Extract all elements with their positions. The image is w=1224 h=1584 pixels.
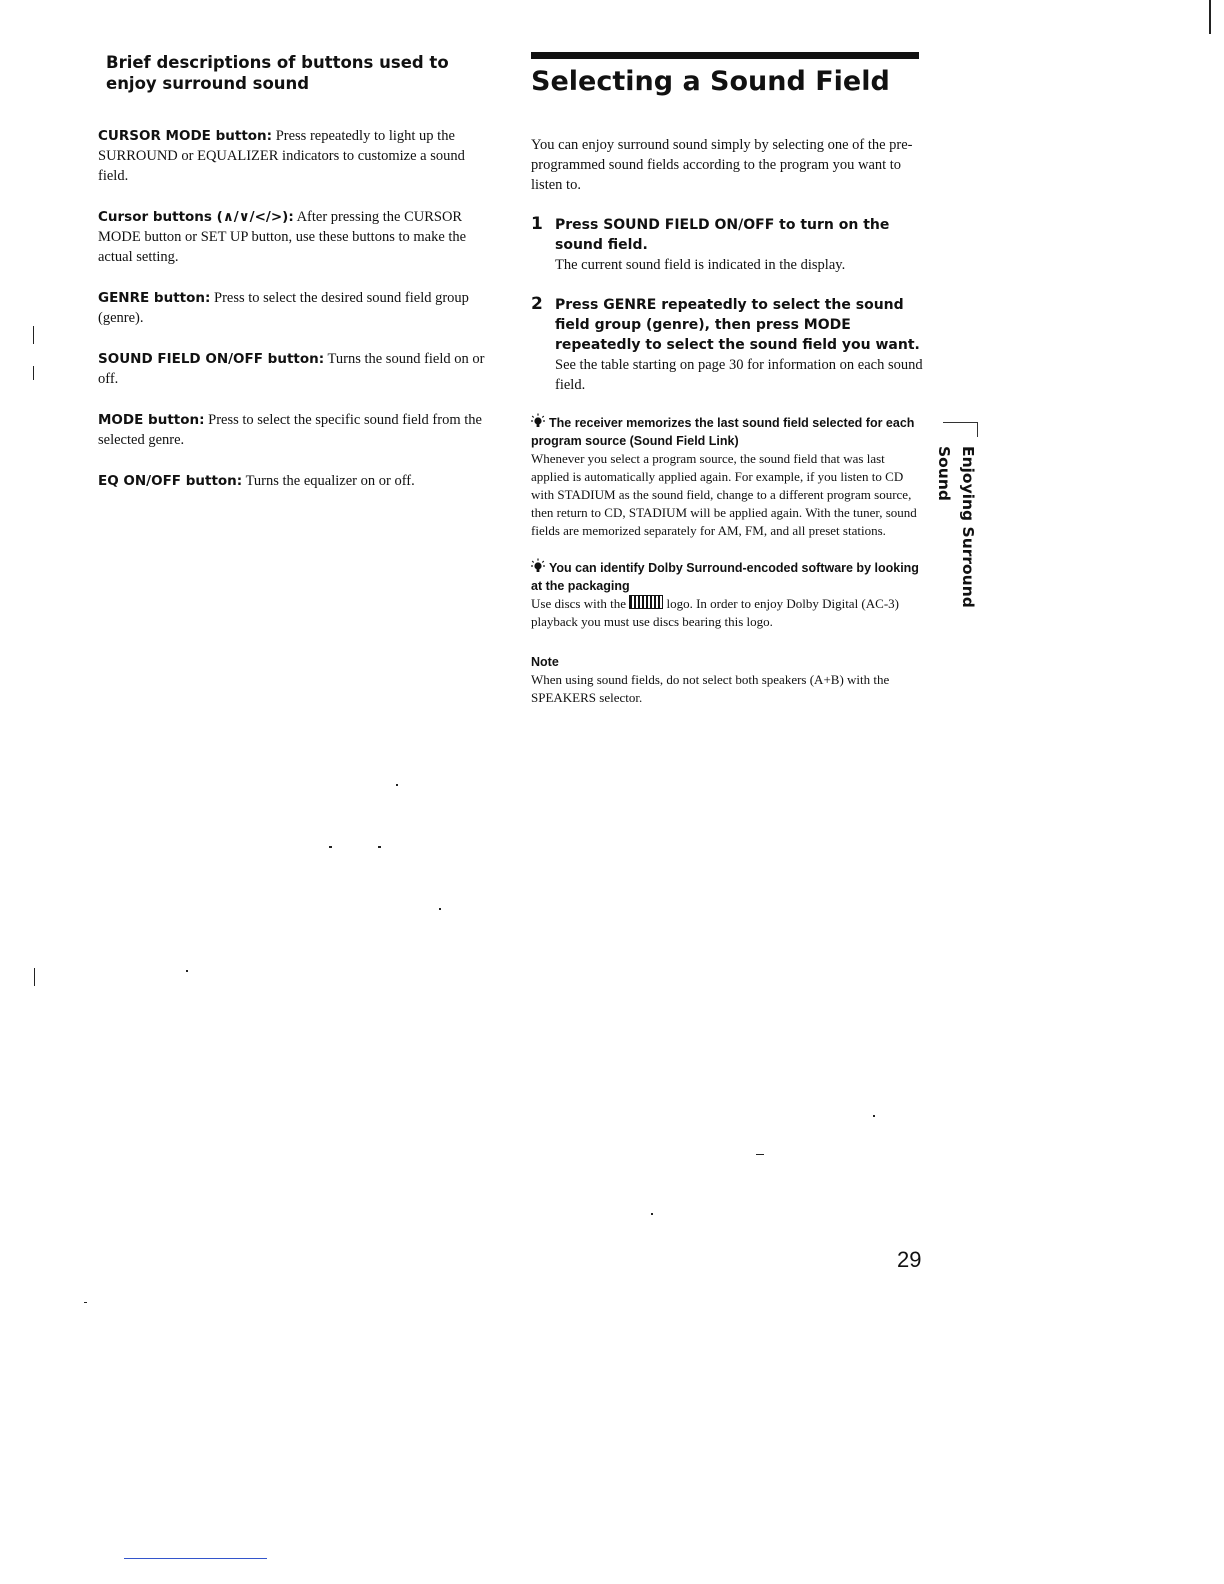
definition-term: MODE button:	[98, 412, 205, 428]
step-2	[531, 295, 923, 395]
scan-mark	[756, 1154, 764, 1155]
scan-mark	[873, 1115, 875, 1117]
scan-mark	[33, 366, 34, 380]
scan-mark	[329, 846, 332, 848]
tip-heading	[531, 413, 923, 450]
scan-mark	[34, 968, 35, 986]
section-title-rule	[531, 52, 919, 59]
scan-mark	[378, 846, 381, 848]
dolby-logo-icon	[629, 595, 663, 609]
step-number: 2	[531, 294, 543, 314]
step-heading: Press GENRE repeatedly to select the sound field group (genre), then press MODE repeatedly to select the sound field you want.	[555, 297, 920, 353]
tip-heading-text: You can identify Dolby Surround-encoded software by looking at the packaging	[531, 561, 919, 593]
scan-mark	[396, 784, 398, 786]
definition-text: Turns the sound field on or off.	[98, 351, 485, 387]
note-label: Note	[531, 655, 559, 669]
definition-cursor-buttons	[98, 207, 488, 267]
definition-term: CURSOR MODE button:	[98, 128, 273, 144]
tip-dolby-software	[531, 558, 923, 631]
tip-body-before-logo: Use discs with the	[531, 596, 626, 611]
definition-term: GENRE button:	[98, 290, 211, 306]
right-column	[531, 52, 923, 707]
definition-cursor-mode	[98, 126, 488, 186]
scan-mark	[186, 970, 188, 972]
definition-term: Cursor buttons (∧/∨/</>):	[98, 209, 294, 225]
definition-term: SOUND FIELD ON/OFF button:	[98, 351, 325, 367]
lightbulb-icon	[531, 558, 545, 574]
definition-text: Turns the equalizer on or off.	[245, 473, 415, 489]
step-number: 1	[531, 214, 543, 234]
note	[531, 653, 923, 707]
definition-mode	[98, 410, 488, 450]
tip-body: Whenever you select a program source, the sound field that was last applied is automatically applied again. For example, if you listen to CD with STADIUM as the sound field, change to a different program source, then return to CD, STADIUM will be applied again. With the tuner, sound fields are memorized separately for AM, FM, and all preset stations.	[531, 451, 917, 538]
step-body: See the table starting on page 30 for information on each sound field.	[555, 357, 923, 393]
step-heading: Press SOUND FIELD ON/OFF to turn on the sound field.	[555, 217, 890, 253]
definition-text: After pressing the CURSOR MODE button or SET UP button, use these buttons to make the actual setting.	[98, 209, 467, 265]
intro-paragraph: You can enjoy surround sound simply by selecting one of the pre-programmed sound fields according to the program you want to listen to.	[531, 137, 913, 193]
section-title: Selecting a Sound Field	[531, 66, 890, 97]
scan-mark	[651, 1213, 653, 1215]
tip-heading	[531, 558, 923, 595]
scan-mark	[84, 1302, 87, 1303]
left-heading: Brief descriptions of buttons used to enjoy surround sound	[106, 53, 449, 93]
definition-term: EQ ON/OFF button:	[98, 473, 243, 489]
note-body: When using sound fields, do not select both speakers (A+B) with the SPEAKERS selector.	[531, 672, 890, 705]
tip-heading-text: The receiver memorizes the last sound field selected for each program source (Sound Field Link)	[531, 416, 915, 448]
tip-sound-field-link	[531, 413, 923, 540]
definition-text: Press to select the specific sound field from the selected genre.	[98, 412, 482, 448]
side-tab-label: Enjoying Surround Sound	[935, 446, 977, 608]
scan-mark	[33, 326, 34, 344]
step-body: The current sound field is indicated in the display.	[555, 257, 846, 273]
scan-mark	[1209, 0, 1211, 34]
definition-genre	[98, 288, 488, 328]
definition-text: Press repeatedly to light up the SURROUND or EQUALIZER indicators to customize a sound field.	[98, 128, 465, 184]
lightbulb-icon	[531, 413, 545, 429]
left-column	[98, 52, 488, 512]
scan-mark	[439, 908, 441, 910]
definition-eq-onoff	[98, 471, 488, 491]
side-tab-marker	[943, 422, 978, 437]
definition-text: Press to select the desired sound field group (genre).	[98, 290, 469, 326]
tip-body-after-logo: logo. In order to enjoy Dolby Digital (AC-3) playback you must use discs bearing this logo.	[531, 596, 899, 629]
page-number: 29	[897, 1247, 922, 1272]
tip-body	[531, 595, 923, 631]
step-1	[531, 215, 923, 275]
bottom-line	[124, 1558, 267, 1559]
definition-sound-field-onoff	[98, 349, 488, 389]
